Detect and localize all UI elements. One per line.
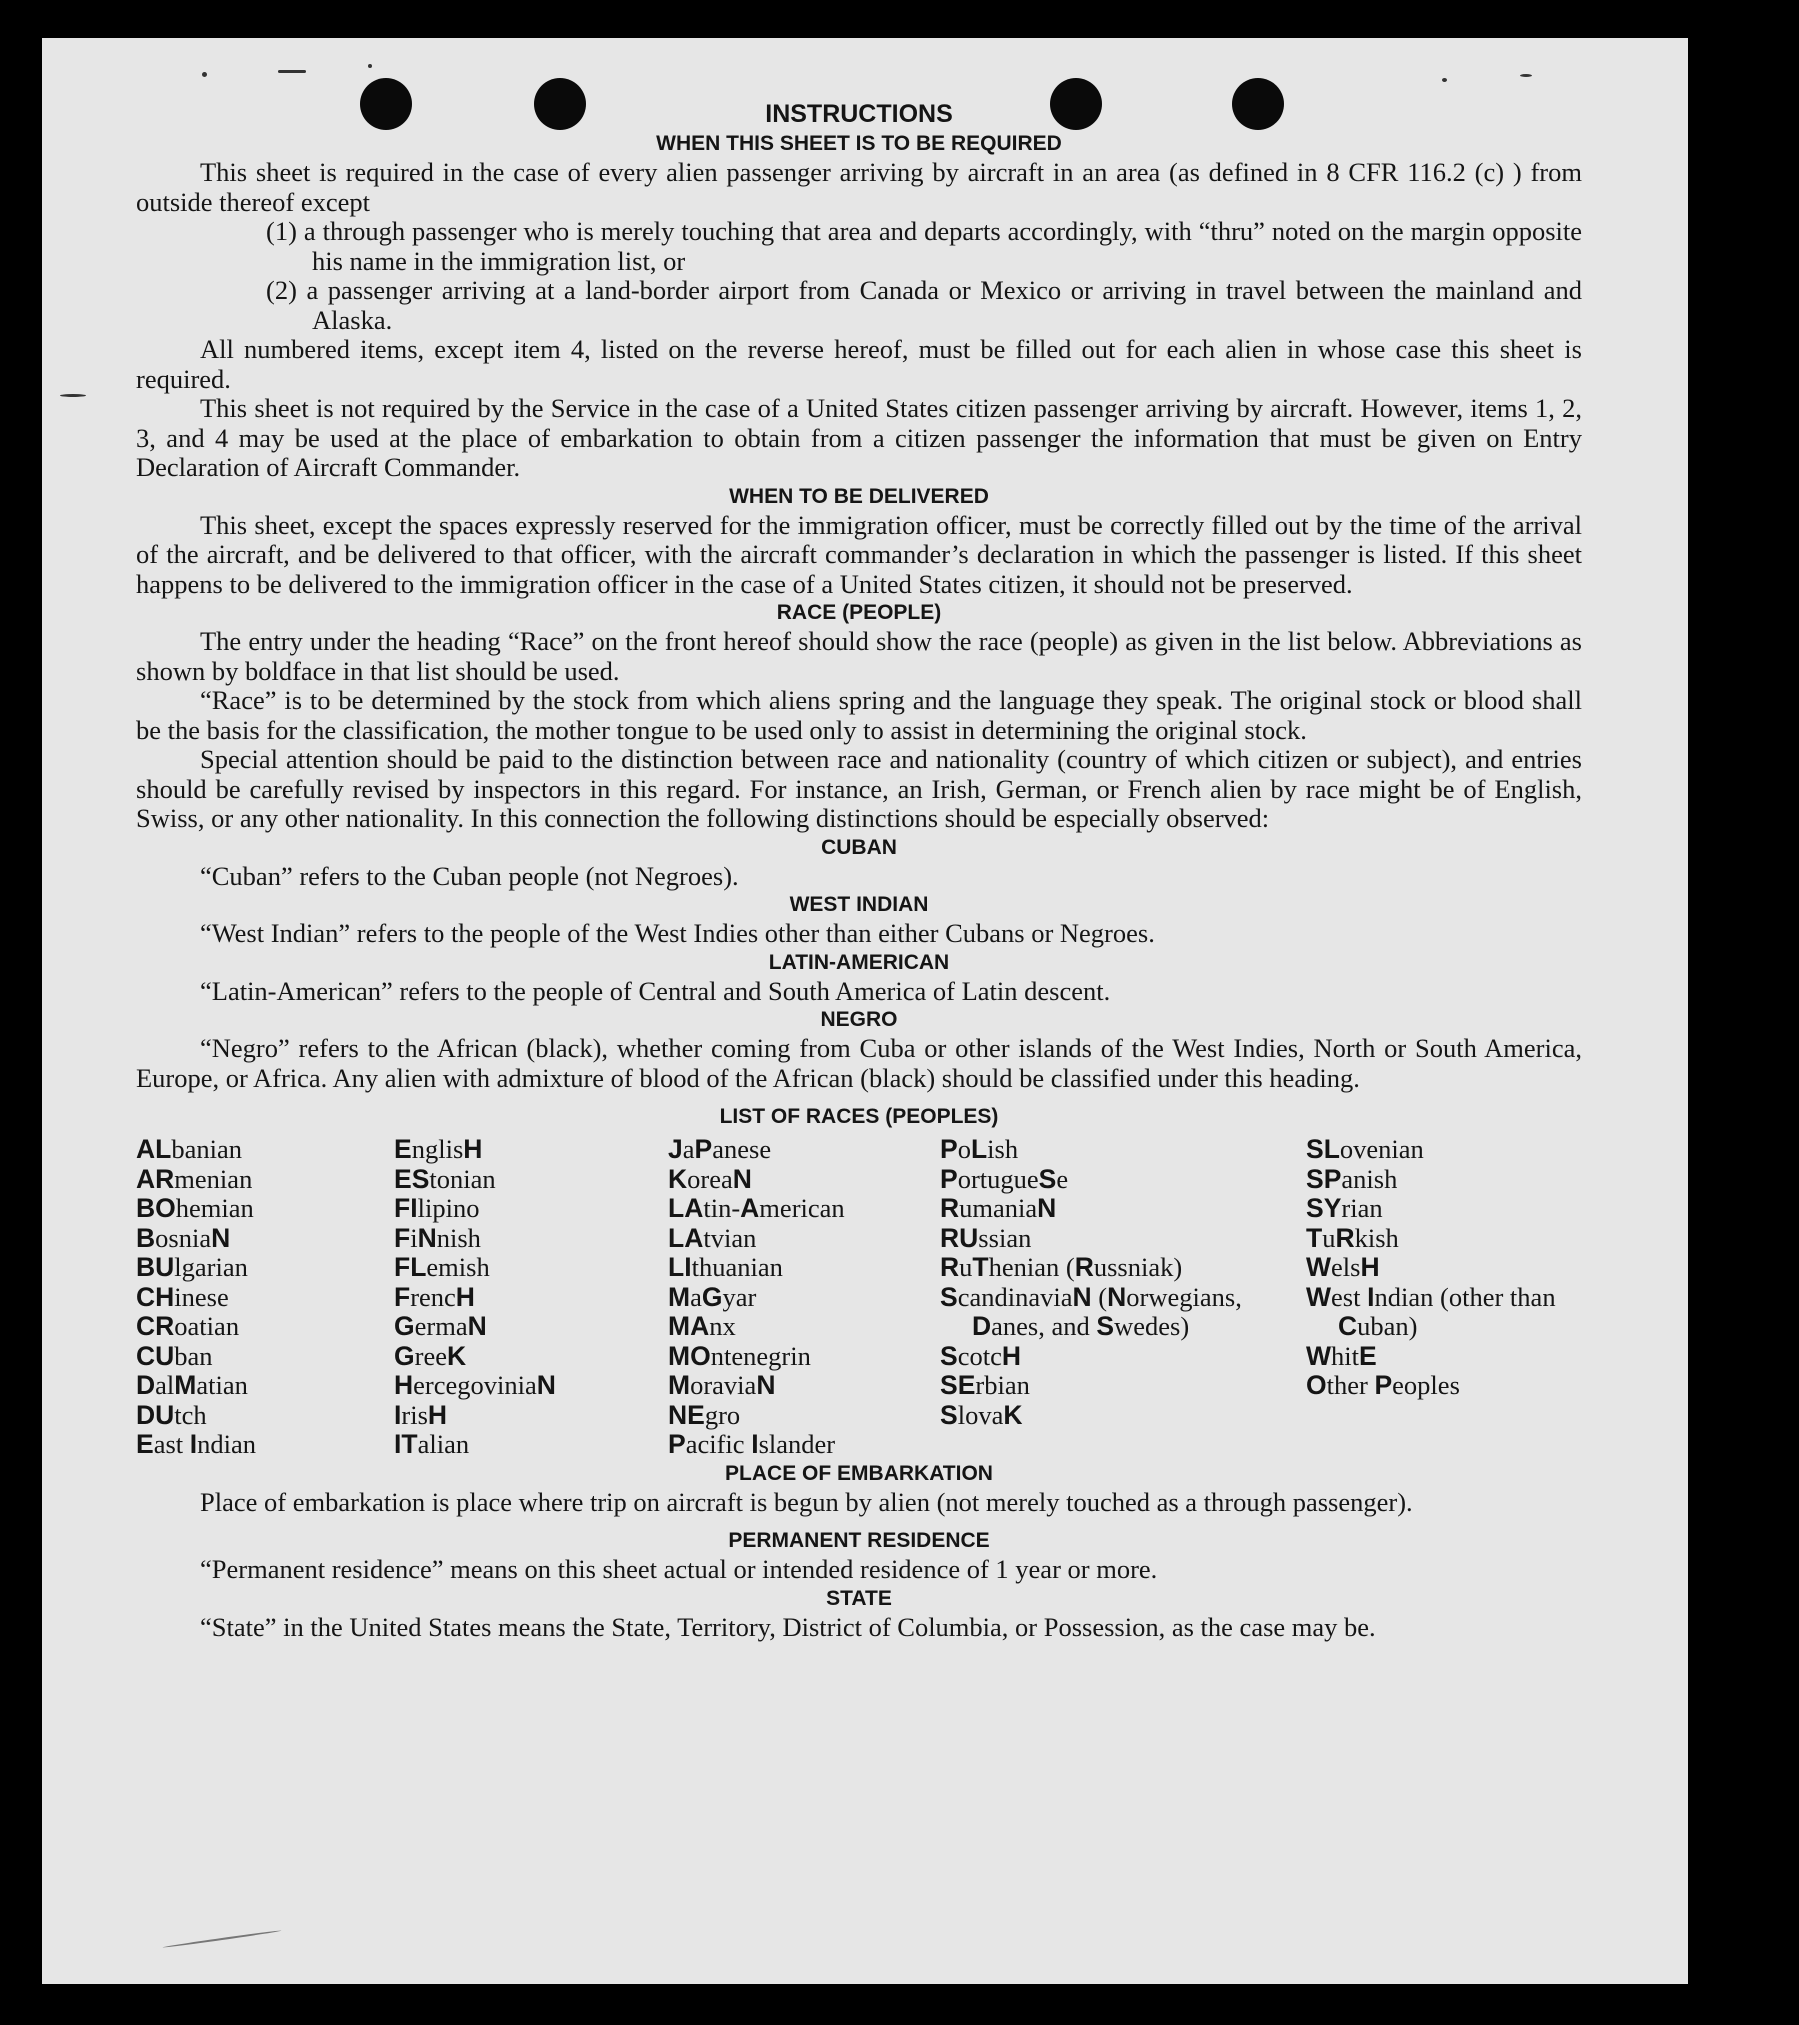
section-heading: WHEN THIS SHEET IS TO BE REQUIRED — [656, 132, 1062, 155]
race-item: LIthuanian — [668, 1252, 783, 1282]
document-page — [42, 38, 1688, 1984]
race-item: CRoatian — [136, 1311, 240, 1341]
numbered-item: (1) a through passenger who is merely touching that area and departs accordingly, with “thru” noted on the margin opposite his name in the immigration list, or — [266, 216, 1582, 276]
race-item: SYrian — [1306, 1193, 1383, 1223]
race-item: ALbanian — [136, 1134, 242, 1164]
race-item: East Indian — [136, 1429, 257, 1459]
race-item: TuRkish — [1306, 1222, 1399, 1253]
race-item: SlovaK — [940, 1399, 1023, 1430]
scan-speck — [162, 1930, 281, 1949]
section-heading: WHEN TO BE DELIVERED — [729, 484, 989, 508]
race-item: DUtch — [136, 1399, 207, 1430]
paragraph: All numbered items, except item 4, listed on the reverse hereof, must be filled out for each alien in whose case this sheet is required. — [136, 334, 1582, 394]
race-item: MOntenegrin — [668, 1340, 811, 1371]
section-heading: PLACE OF EMBARKATION — [725, 1461, 993, 1485]
race-item: Pacific Islander — [668, 1429, 836, 1459]
scan-speck — [1520, 74, 1532, 77]
race-item: RumaniaN — [940, 1193, 1057, 1223]
paragraph: This sheet is required in the case of every alien passenger arriving by aircraft in an area (as defined in 8 CFR 116.2 (c) ) from outside thereof except — [136, 157, 1582, 217]
race-item: GermaN — [394, 1311, 487, 1341]
race-column — [668, 1135, 940, 1460]
race-item: SErbian — [940, 1370, 1030, 1400]
section-heading: NEGRO — [820, 1008, 898, 1031]
page-title: INSTRUCTIONS — [765, 100, 953, 128]
race-item: GreeK — [394, 1340, 467, 1371]
race-item: LAtvian — [668, 1222, 757, 1253]
race-item: KoreaN — [668, 1163, 752, 1194]
scan-speck — [278, 70, 306, 73]
section-heading: STATE — [826, 1586, 892, 1610]
race-item: FIlipino — [394, 1193, 480, 1223]
paragraph: “Race” is to be determined by the stock from which aliens spring and the language they speak. The original stock or blood shall be the basis for the classification, the mother tongue to be used only to assist in determining the original stock. — [136, 685, 1582, 745]
paragraph: “Negro” refers to the African (black), whether coming from Cuba or other islands of the West Indies, North or South America, Europe, or Africa. Any alien with admixture of blood of the African (black) should be classified under this heading. — [136, 1033, 1582, 1093]
race-item: FLemish — [394, 1252, 490, 1282]
scan-speck — [202, 72, 207, 77]
race-column — [136, 1135, 394, 1460]
race-item: WhitE — [1306, 1340, 1377, 1371]
race-item: MAnx — [668, 1311, 736, 1341]
race-item: RuThenian (Russniak) — [940, 1252, 1183, 1282]
race-item: EStonian — [394, 1163, 496, 1194]
race-item: LAtin-American — [668, 1193, 845, 1223]
race-item: CUban — [136, 1340, 213, 1371]
race-item: BosniaN — [136, 1222, 231, 1253]
section-heading: LATIN-AMERICAN — [768, 950, 950, 974]
race-item: ITalian — [394, 1429, 470, 1459]
scan-speck — [1442, 78, 1447, 82]
race-list — [136, 1135, 1582, 1460]
section-heading: LIST OF RACES (PEOPLES) — [719, 1105, 999, 1128]
paragraph: The entry under the heading “Race” on the front hereof should show the race (people) as given in the list below. Abbreviations as shown by boldface in that list should be used. — [136, 626, 1582, 686]
race-item: DalMatian — [136, 1370, 248, 1400]
race-column — [394, 1135, 668, 1460]
race-item: ARmenian — [136, 1163, 253, 1194]
race-item: PortugueSe — [940, 1163, 1069, 1194]
race-item: HercegoviniaN — [394, 1370, 556, 1400]
race-item: FrencH — [394, 1281, 475, 1312]
section-heading: CUBAN — [821, 835, 897, 859]
instructions-body — [136, 98, 1582, 1642]
scan-speck — [368, 64, 372, 68]
race-item: CHinese — [136, 1281, 229, 1312]
race-column — [940, 1135, 1260, 1460]
scan-speck — [60, 394, 86, 397]
race-item: BUlgarian — [136, 1252, 248, 1282]
paragraph: “Permanent residence” means on this sheet actual or intended residence of 1 year or more. — [200, 1554, 1158, 1584]
paragraph: Place of embarkation is place where trip on aircraft is begun by alien (not merely touched as a through passenger). — [200, 1486, 1413, 1517]
race-item: IrisH — [394, 1399, 448, 1430]
section-heading: RACE (PEOPLE) — [776, 601, 942, 624]
race-item: SLovenian — [1306, 1134, 1424, 1164]
race-item: MaGyar — [668, 1281, 757, 1312]
race-item: EnglisH — [394, 1134, 483, 1164]
race-item: West Indian (other than Cuban) — [1306, 1281, 1556, 1341]
section-heading: PERMANENT RESIDENCE — [728, 1529, 990, 1552]
race-item: Other Peoples — [1306, 1370, 1460, 1400]
race-item: WelsH — [1306, 1252, 1380, 1282]
paragraph: “West Indian” refers to the people of the West Indies other than either Cubans or Negroes. — [200, 918, 1155, 948]
race-item: ScotcH — [940, 1340, 1021, 1371]
race-item: NEgro — [668, 1399, 741, 1430]
race-item: ScandinaviaN (Norwegians, Danes, and Swedes) — [940, 1281, 1242, 1341]
race-column — [1306, 1135, 1582, 1460]
paragraph: This sheet is not required by the Service in the case of a United States citizen passenger arriving by aircraft. However, items 1, 2, 3, and 4 may be used at the place of embarkation to obtain from a citizen passenger the information that must be given on Entry Declaration of Aircraft Commander. — [136, 393, 1582, 482]
race-item: PoLish — [940, 1134, 1019, 1164]
race-item: JaPanese — [668, 1134, 772, 1164]
paragraph: “Latin-American” refers to the people of Central and South America of Latin descent. — [200, 975, 1111, 1006]
race-item: SPanish — [1306, 1163, 1398, 1194]
paragraph: “Cuban” refers to the Cuban people (not Negroes). — [200, 860, 739, 891]
paragraph: This sheet, except the spaces expressly reserved for the immigration officer, must be correctly filled out by the time of the arrival of the aircraft, and be delivered to that officer, with the aircraft commander’s declaration in which the passenger is listed. If this sheet happens to be delivered to the immigration officer in the case of a United States citizen, it should not be preserved. — [136, 509, 1582, 599]
race-item: FiNnish — [394, 1222, 481, 1253]
race-item: MoraviaN — [668, 1370, 776, 1400]
section-heading: WEST INDIAN — [789, 893, 929, 916]
race-item: RUssian — [940, 1222, 1032, 1253]
numbered-item: (2) a passenger arriving at a land-border airport from Canada or Mexico or arriving in travel between the mainland and Alaska. — [266, 275, 1582, 335]
race-item: BOhemian — [136, 1193, 254, 1223]
paragraph: “State” in the United States means the State, Territory, District of Columbia, or Possession, as the case may be. — [200, 1611, 1376, 1642]
paragraph: Special attention should be paid to the distinction between race and nationality (country of which citizen or subject), and entries should be carefully revised by inspectors in this regard. For instance, an Irish, German, or French alien by race might be of English, Swiss, or any other nationality. In this connection the following distinctions should be especially observed: — [136, 744, 1582, 833]
